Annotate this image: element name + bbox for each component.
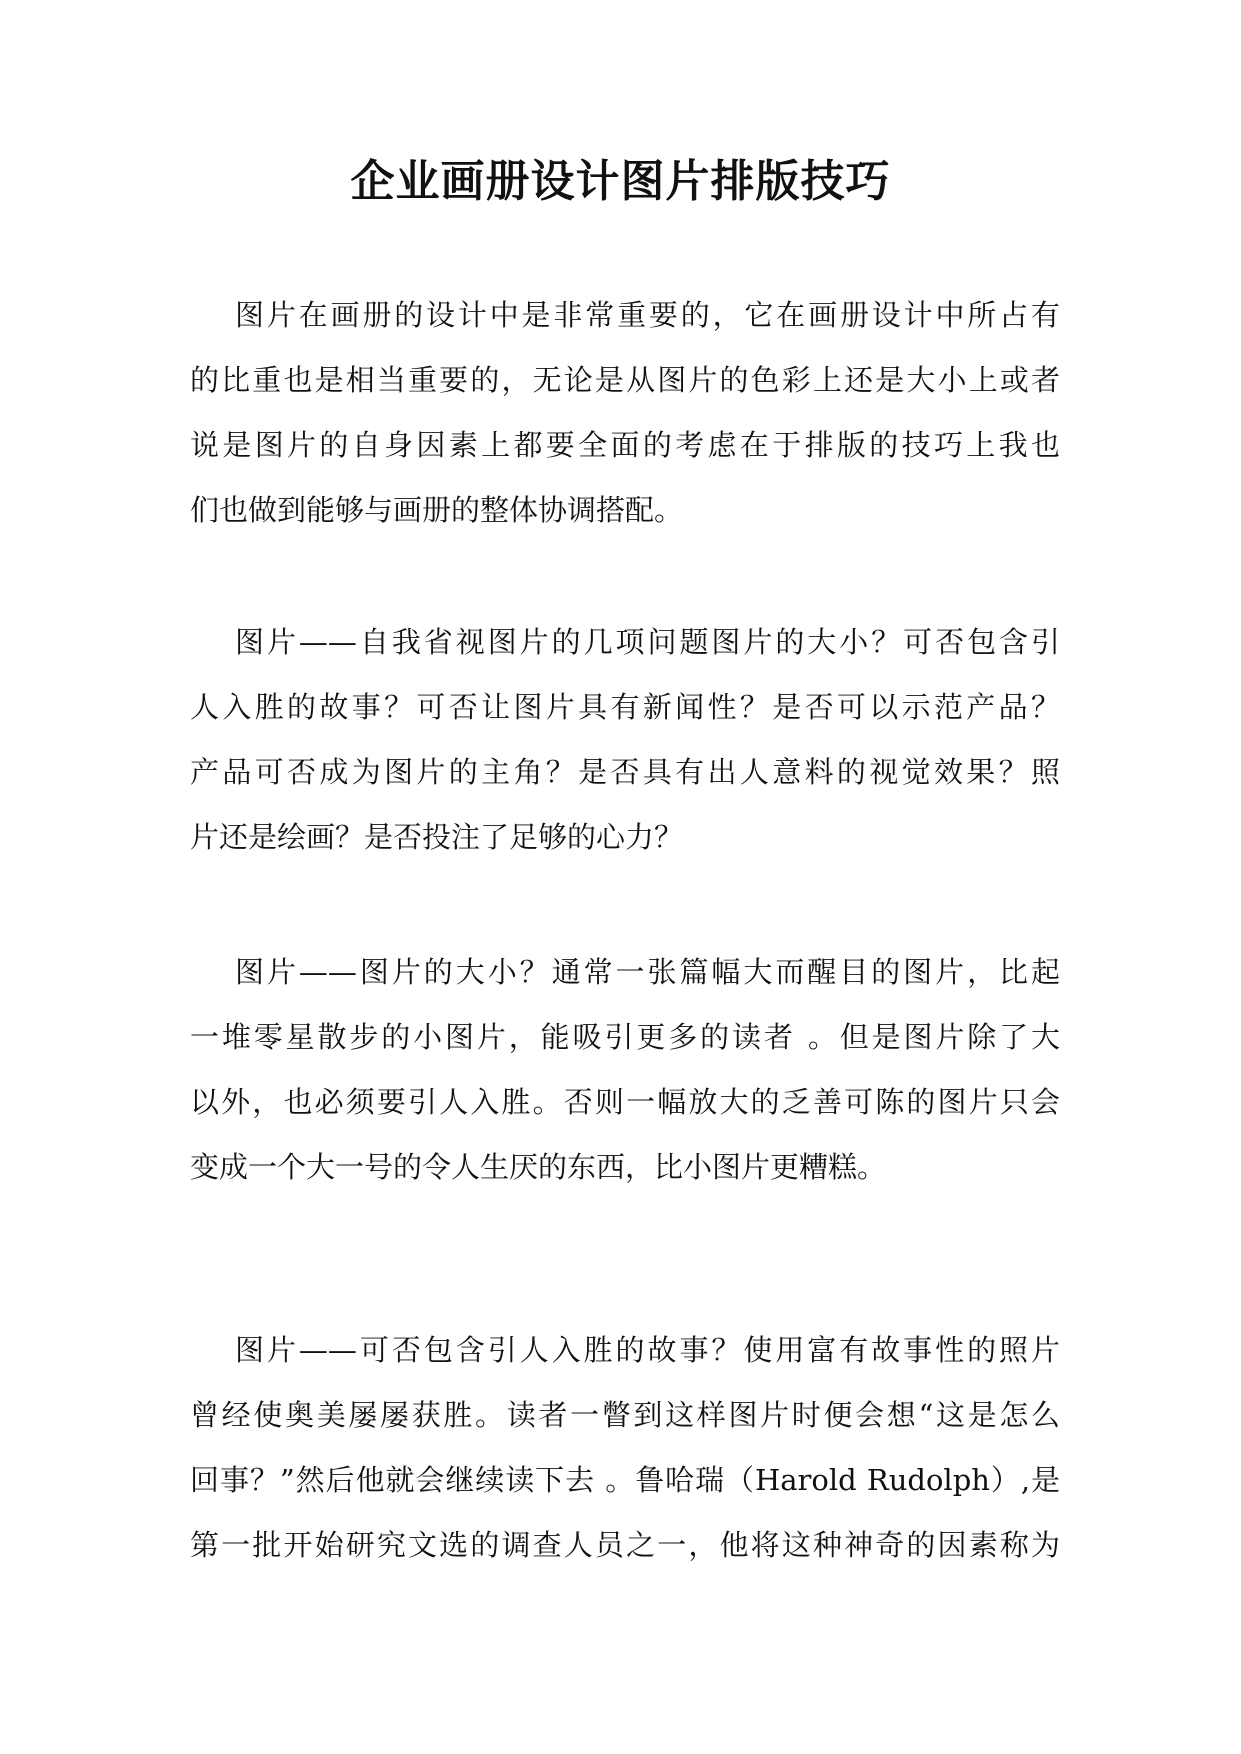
paragraph-line: 回事？”然后他就会继续读下去 。鲁哈瑞（Harold Rudolph）,是 (190, 1463, 1060, 1497)
paragraph-line: 人入胜的故事？可否让图片具有新闻性？是否可以示范产品？ (190, 690, 1060, 724)
paragraph-line: 的比重也是相当重要的，无论是从图片的色彩上还是大小上或者 (190, 363, 1060, 397)
paragraph-line: 第一批开始研究文选的调查人员之一，他将这种神奇的因素称为 (190, 1528, 1060, 1562)
paragraph-line: 产品可否成为图片的主角？是否具有出人意料的视觉效果？照 (190, 755, 1060, 789)
paragraph-line: 变成一个大一号的令人生厌的东西，比小图片更糟糕。 (190, 1150, 887, 1184)
paragraph-3 (190, 940, 1060, 1200)
paragraph-line: 以外，也必须要引人入胜。否则一幅放大的乏善可陈的图片只会 (190, 1085, 1060, 1119)
paragraph-4 (190, 1318, 1060, 1578)
paragraph-2 (190, 610, 1060, 870)
paragraph-line: 图片——可否包含引人入胜的故事？使用富有故事性的照片 (235, 1333, 1060, 1367)
paragraph-1 (190, 283, 1060, 543)
paragraph-line: 图片——自我省视图片的几项问题图片的大小？可否包含引 (235, 625, 1060, 659)
paragraph-line: 图片在画册的设计中是非常重要的，它在画册设计中所占有 (235, 298, 1060, 332)
document-title: 企业画册设计图片排版技巧 (350, 156, 891, 207)
paragraph-line: 说是图片的自身因素上都要全面的考虑在于排版的技巧上我也 (190, 428, 1060, 462)
paragraph-line: 一堆零星散步的小图片，能吸引更多的读者 。但是图片除了大 (190, 1020, 1060, 1054)
paragraph-line: 曾经使奥美屡屡获胜。读者一瞥到这样图片时便会想“这是怎么 (190, 1398, 1060, 1432)
paragraph-line: 图片——图片的大小？通常一张篇幅大而醒目的图片，比起 (235, 955, 1060, 989)
paragraph-line: 们也做到能够与画册的整体协调搭配。 (190, 493, 684, 527)
paragraph-line: 片还是绘画？是否投注了足够的心力？ (190, 820, 684, 854)
